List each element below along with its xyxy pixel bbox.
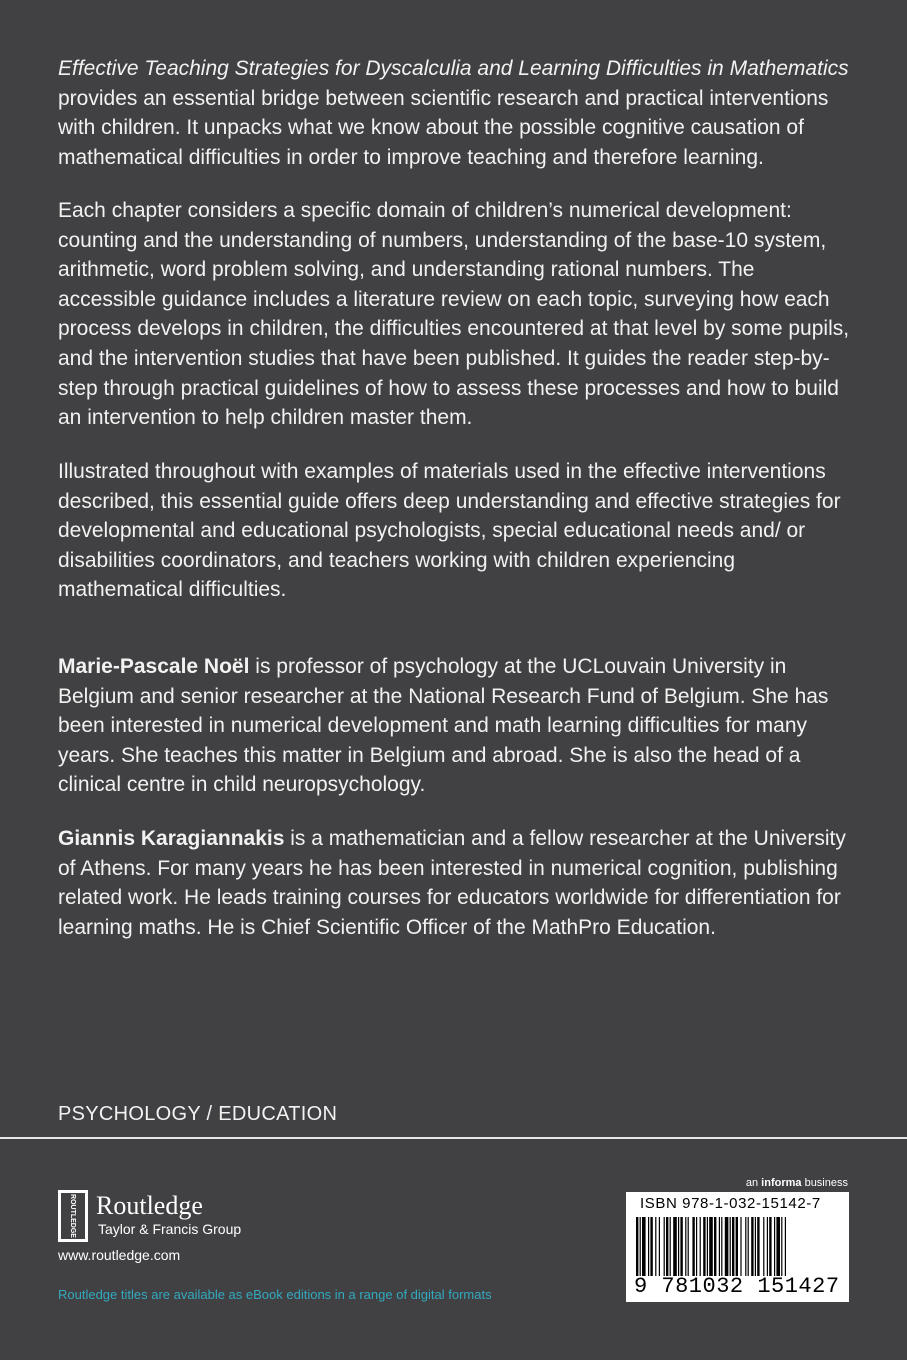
barcode-bar bbox=[666, 1217, 668, 1276]
barcode-bar bbox=[664, 1217, 665, 1276]
ean-digits: 9 781032 151427 bbox=[634, 1274, 840, 1299]
barcode-bar bbox=[721, 1217, 722, 1276]
barcode-bar bbox=[642, 1217, 646, 1276]
author-bio-2-text: is a mathematician and a fellow researcher at the University of Athens. For many years he has been interested in numerical cognition, publishing related work. He leads training courses for educators worldwide for differentiation for learning maths. He is Chief Scientific Officer of the MathPro Education. bbox=[58, 827, 846, 939]
barcode-bar bbox=[755, 1217, 756, 1276]
blurb-paragraph-2: Each chapter considers a specific domain of children’s numerical development: counting and the understanding of numbers, understanding of the base-10 system, arithmetic, word problem solving, and understanding rational numbers. The accessible guidance includes a literature review on each topic, surveying how each process develops in children, the difficulties encountered at that level by some pupils, and the intervention studies that have been published. It guides the reader step-by-step through practical guidelines of how to assess these processes and how to build an intervention to help children master them. bbox=[58, 199, 850, 430]
barcode-bar bbox=[709, 1217, 713, 1276]
blurb-paragraph-1-text: provides an essential bridge between scientific research and practical interventions with children. It unpacks what we know about the possible cognitive causation of mathematical difficulties in order to improve teaching and therefore learning. bbox=[58, 86, 829, 169]
blurb-paragraph-3: Illustrated throughout with examples of materials used in the effective interventions described, this essential guide offers deep understanding and effective strategies for developmental and educational psychologists, special educational needs and/ or disabilities coordinators, and teachers working with children experiencing mathematical difficulties. bbox=[58, 460, 841, 602]
barcode-bar bbox=[719, 1217, 720, 1276]
isbn-label: ISBN 978-1-032-15142-7 bbox=[640, 1195, 821, 1212]
barcode-bar bbox=[776, 1217, 780, 1276]
barcode-bar bbox=[740, 1217, 741, 1276]
publisher-name: Routledge bbox=[96, 1191, 203, 1220]
barcode-bar bbox=[680, 1217, 682, 1276]
barcode-bar bbox=[670, 1217, 671, 1276]
barcode-bar bbox=[774, 1217, 775, 1276]
barcode-bar bbox=[763, 1217, 764, 1276]
author-name-1: Marie-Pascale Noël bbox=[58, 655, 250, 678]
barcode-bar bbox=[751, 1217, 753, 1276]
barcode-bar bbox=[725, 1217, 729, 1276]
isbn-barcode bbox=[626, 1192, 849, 1302]
barcode-bar bbox=[659, 1217, 660, 1276]
barcode-bar bbox=[688, 1217, 689, 1276]
publisher-group: Taylor & Francis Group bbox=[98, 1221, 242, 1237]
barcode-bar bbox=[730, 1217, 731, 1276]
routledge-logo-mark-icon bbox=[58, 1190, 88, 1242]
barcode-bar bbox=[648, 1217, 649, 1276]
barcode-bar bbox=[769, 1217, 771, 1276]
barcode-bar bbox=[781, 1217, 782, 1276]
barcode-bar bbox=[732, 1217, 734, 1276]
barcode-bar bbox=[736, 1217, 738, 1276]
routledge-logo bbox=[58, 1190, 258, 1242]
book-title: Effective Teaching Strategies for Dyscalculia and Learning Difficulties in Mathematics bbox=[58, 57, 849, 80]
barcode-bar bbox=[692, 1217, 694, 1276]
author-name-2: Giannis Karagiannakis bbox=[58, 827, 285, 850]
ebook-note: Routledge titles are available as eBook editions in a range of digital formats bbox=[58, 1287, 492, 1302]
barcode-bar bbox=[757, 1217, 759, 1276]
barcode-bar bbox=[650, 1217, 652, 1276]
divider bbox=[0, 1137, 907, 1139]
barcode-bar bbox=[685, 1217, 686, 1276]
author-bio-1-text: is professor of psychology at the UCLouvain University in Belgium and senior researcher at the National Research Fund of Belgium. She has been interested in numerical development and math learning difficulties for many years. She teaches this matter in Belgium and abroad. She is also the head of a clinical centre in child neuropsychology. bbox=[58, 655, 829, 797]
routledge-logo-mark-text: ROUTLEDGE bbox=[69, 1194, 77, 1238]
blurb-paragraph-1 bbox=[58, 54, 858, 172]
barcode-bar bbox=[636, 1217, 638, 1276]
informa-suffix: business bbox=[801, 1177, 848, 1189]
informa-tagline bbox=[648, 1177, 848, 1189]
barcode-bar bbox=[745, 1217, 746, 1276]
barcode-bar bbox=[678, 1217, 679, 1276]
barcode-bar bbox=[703, 1217, 705, 1276]
barcode-bar bbox=[700, 1217, 701, 1276]
publisher-website: www.routledge.com bbox=[58, 1247, 181, 1263]
barcode-bar bbox=[696, 1217, 697, 1276]
barcode-bar bbox=[655, 1217, 656, 1276]
barcode-bar bbox=[640, 1217, 641, 1276]
barcode-bar bbox=[707, 1217, 708, 1276]
author-bio-1 bbox=[58, 652, 858, 800]
barcode-bar bbox=[714, 1217, 716, 1276]
informa-prefix: an bbox=[745, 1177, 762, 1189]
barcode-bar bbox=[767, 1217, 768, 1276]
subject-category: PSYCHOLOGY / EDUCATION bbox=[58, 1103, 338, 1125]
informa-brand: informa bbox=[761, 1177, 802, 1189]
barcode-bars-icon bbox=[636, 1217, 840, 1276]
author-bio-2 bbox=[58, 824, 858, 942]
barcode-bar bbox=[748, 1217, 749, 1276]
barcode-bar bbox=[673, 1217, 677, 1276]
barcode-bar bbox=[785, 1217, 786, 1276]
